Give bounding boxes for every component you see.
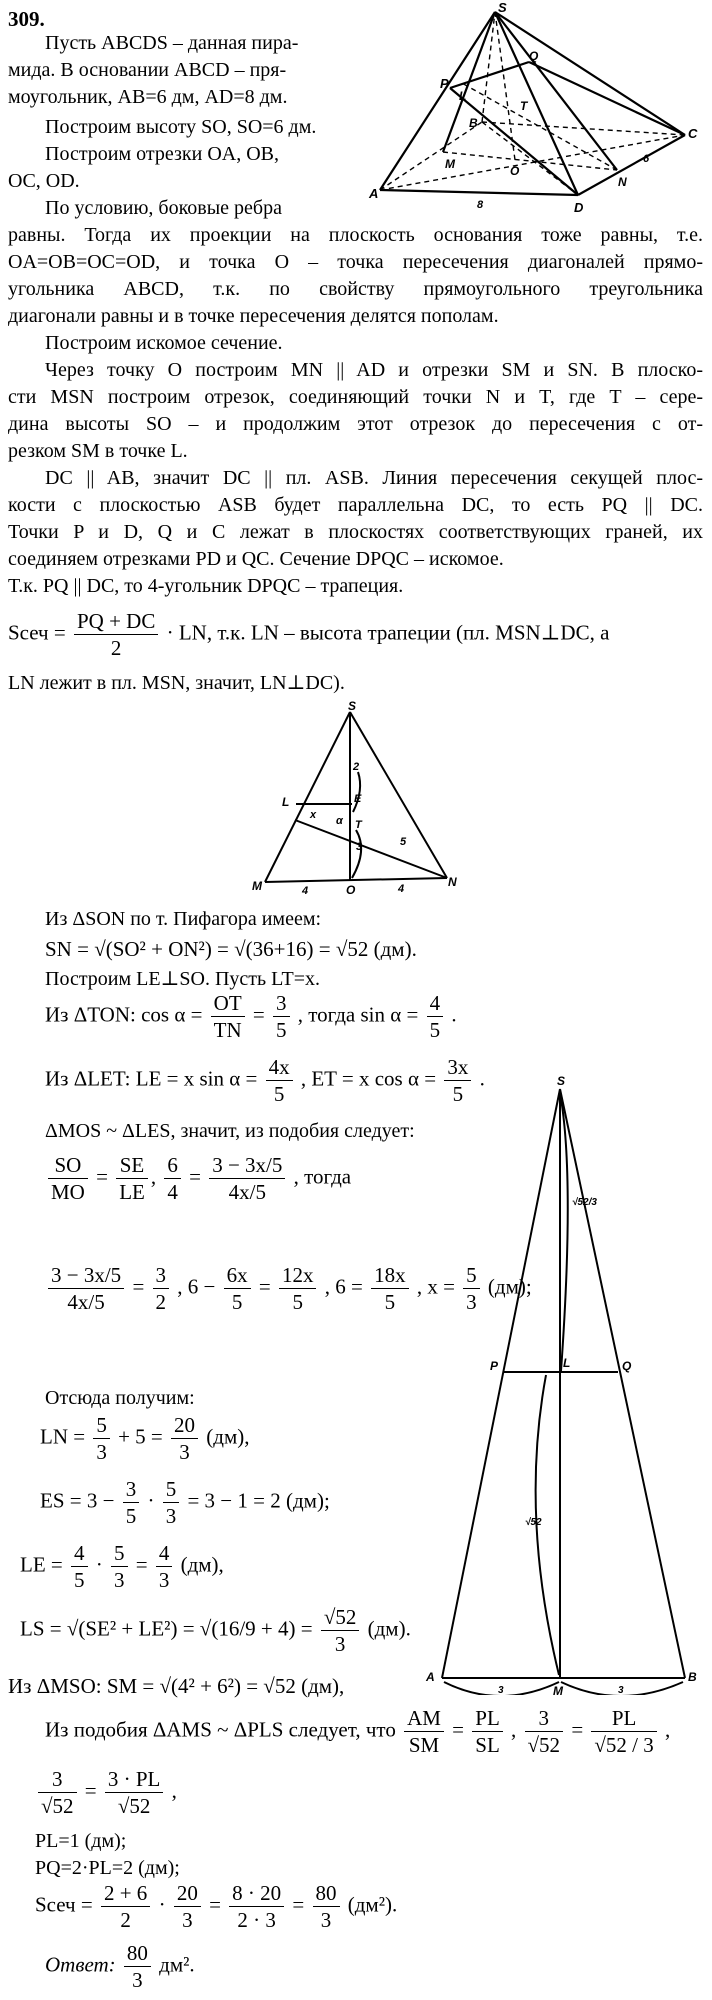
- intro-line-6: OC, OD.: [8, 170, 80, 192]
- body-line-4: диагонали равны и в точке пересечения делятся пополам.: [8, 305, 499, 327]
- sol-line-9: Отсюда получим:: [45, 1387, 195, 1409]
- sol7-frac2: [116, 1152, 148, 1205]
- body-line-12: Точки P и D, Q и C лежат в плоскостях соответствующих граней, их: [8, 521, 703, 543]
- sol19-num4: 80: [313, 1880, 340, 1907]
- sol12-num1: 4: [71, 1540, 88, 1567]
- answer-line: [45, 1940, 195, 1993]
- body-line-7: сти MSN построим отрезок, соединяющий точки N и T, где T – сере-: [8, 386, 703, 408]
- sol7-den2: LE: [119, 1180, 145, 1204]
- fig2-label-4-left: 4: [302, 885, 309, 897]
- fig3-label-Q: Q: [622, 1359, 632, 1373]
- sol12-num3: 4: [156, 1540, 173, 1567]
- sol15-den3: √52: [527, 1733, 561, 1757]
- sol4-num1: OT: [211, 990, 245, 1017]
- sol4-den1: TN: [213, 1018, 242, 1042]
- sol16-num1: 3: [38, 1766, 77, 1793]
- sol7-eq: =: [96, 1164, 108, 1189]
- sol16-tail: ,: [171, 1778, 177, 1803]
- fig1-label-L: L: [459, 89, 467, 103]
- fig2-label-T: T: [355, 819, 362, 831]
- fig1-label-N: N: [618, 175, 627, 189]
- sol15-den2: SL: [475, 1733, 500, 1757]
- body-line-2: OA=OB=OC=OD, и точка O – точка пересечения диагоналей прямо-: [8, 251, 703, 273]
- sol11-dot: ·: [147, 1488, 155, 1513]
- fig2-label-O: O: [346, 883, 356, 897]
- fig1-label-6: 6: [643, 153, 650, 165]
- sol19-frac3: [229, 1880, 284, 1933]
- answer-num: 80: [124, 1940, 151, 1967]
- fig3-label-L: L: [563, 1356, 571, 1370]
- sol-line-10: [40, 1412, 250, 1465]
- sol10-frac1: [93, 1412, 110, 1465]
- sol15-tail: ,: [665, 1717, 671, 1742]
- sol5-text-c: .: [479, 1066, 485, 1091]
- sol8-mid2: , 6 =: [324, 1274, 363, 1299]
- sol8-frac1: [48, 1262, 124, 1315]
- sol13-num: √52: [321, 1604, 360, 1631]
- sol4-eq: =: [252, 1002, 265, 1027]
- sol11-den1: 5: [125, 1504, 137, 1528]
- sol11-frac2: [163, 1476, 180, 1529]
- sol-line-3: Построим LE⊥SO. Пусть LT=x.: [45, 968, 321, 990]
- fig3-label-3-right: 3: [618, 1685, 624, 1695]
- sol19-den1: 2: [120, 1908, 131, 1932]
- answer-den: 3: [132, 1968, 143, 1992]
- fig3-label-B: B: [688, 1670, 697, 1684]
- fig3-label-S: S: [557, 1074, 566, 1088]
- sol10-den1: 3: [96, 1440, 107, 1464]
- body-line-6: Через точку O построим MN || AD и отрезки SM и SN. В плоско-: [45, 359, 703, 381]
- fig2-label-L: L: [282, 795, 290, 809]
- sol15-frac2: [472, 1705, 503, 1758]
- sol8-eq2: =: [258, 1274, 271, 1299]
- sol16-den1: √52: [41, 1794, 74, 1818]
- sol10-frac2: [171, 1412, 198, 1465]
- fig2-label-E: E: [354, 793, 362, 805]
- body-line-8: дина высоты SO – и продолжим этот отрезок до пересечения с от-: [8, 413, 703, 435]
- formula-num: PQ + DC: [74, 608, 158, 635]
- sol10-mid: + 5 =: [118, 1424, 163, 1449]
- sol12-frac3: [156, 1540, 173, 1593]
- fig3-label-sqrt52-3: √52/3: [572, 1197, 597, 1208]
- sol-line-11: [40, 1476, 330, 1529]
- sol15-num3: 3: [525, 1705, 564, 1732]
- sol19-frac2: [174, 1880, 201, 1933]
- sol7-num1: SO: [48, 1152, 88, 1179]
- sol19-den4: 3: [320, 1908, 332, 1932]
- sol15-num2: PL: [472, 1705, 503, 1732]
- sol4-den2: 5: [276, 1018, 287, 1042]
- fig1-label-M: M: [445, 157, 455, 171]
- sol11-num1: 3: [123, 1476, 140, 1503]
- sol12-text-a: LE =: [20, 1552, 63, 1577]
- sol4-den3: 5: [429, 1018, 441, 1042]
- fig2-label-N: N: [448, 875, 457, 889]
- sol13-text-a: LS = √(SE² + LE²) = √(16/9 + 4) =: [20, 1616, 313, 1641]
- sol-line-15: [45, 1705, 670, 1758]
- body-line-1: равны. Тогда их проекции на плоскость основания тоже равны, т.е.: [8, 224, 703, 246]
- sol7-frac1: [48, 1152, 88, 1205]
- fig3-label-M: M: [553, 1684, 563, 1695]
- formula-next-line: LN лежит в пл. MSN, значит, LN⊥DC).: [8, 672, 345, 694]
- sol7-tail: , тогда: [293, 1164, 352, 1189]
- formula-fraction: [74, 608, 158, 661]
- sol19-text-a: Sсеч =: [35, 1892, 93, 1917]
- sol8-frac5: [371, 1262, 409, 1315]
- sol8-frac4: [279, 1262, 317, 1315]
- triangle-asb-figure: [420, 1055, 710, 1695]
- sol7-num2: SE: [116, 1152, 148, 1179]
- fig2-label-S: S: [348, 700, 357, 713]
- fig1-label-A: A: [369, 186, 379, 201]
- sol7-eq2: =: [189, 1164, 201, 1189]
- fig2-label-M: M: [252, 879, 262, 893]
- sol-line-12: [20, 1540, 224, 1593]
- sol4-text-a: Из ΔTON: cos α =: [45, 1002, 203, 1027]
- sol19-num3: 8 · 20: [229, 1880, 284, 1907]
- sol19-den2: 3: [182, 1908, 193, 1932]
- sol8-den5: 3: [466, 1290, 477, 1314]
- body-line-3: угольника ABCD, т.к. по свойству прямоугольного треугольника: [8, 278, 703, 300]
- sol15-num1: AM: [404, 1705, 444, 1732]
- sol-line-14: Из ΔMSO: SM = √(4² + 6²) = √52 (дм),: [8, 1674, 345, 1698]
- sol19-den3: 2 · 3: [237, 1908, 276, 1932]
- sol7-num3: 6: [164, 1152, 181, 1179]
- sol-line-2: SN = √(SO² + ON²) = √(36+16) = √52 (дм).: [45, 937, 417, 961]
- sol8-num4: 18x: [371, 1262, 409, 1289]
- sol7-big-num: 3 − 3x/5: [209, 1152, 285, 1179]
- fig1-label-O: O: [510, 164, 520, 178]
- sol15-text-a: Из подобия ΔAMS ~ ΔPLS следует, что: [45, 1717, 396, 1742]
- fig1-label-D: D: [574, 200, 584, 215]
- body-line-13: соединяем отрезками PD и QC. Сечение DPQC – искомое.: [8, 548, 504, 570]
- sol4-num3: 4: [427, 990, 444, 1017]
- intro-line-5: Построим отрезки OA, OB,: [45, 143, 279, 165]
- intro-line-1: Пусть ABCDS – данная пира-: [45, 32, 299, 54]
- body-line-10: DC || AB, значит DC || пл. ASB. Линия пересечения секущей плос-: [45, 467, 703, 489]
- sol10-tail: (дм),: [206, 1424, 250, 1449]
- sol7-big-den: 4x/5: [228, 1180, 266, 1204]
- sol15-eq2: =: [571, 1717, 584, 1742]
- answer-unit: дм².: [159, 1952, 195, 1977]
- sol8-num1: 3: [153, 1262, 170, 1289]
- fig3-label-sqrt52: √52: [525, 1517, 542, 1528]
- sol19-num2: 20: [174, 1880, 201, 1907]
- body-line-11: кости с плоскостью ASB будет параллельна DC, то есть PQ || DC.: [8, 494, 703, 516]
- intro-line-4: Построим высоту SO, SO=6 дм.: [45, 116, 317, 138]
- fig2-label-2: 2: [353, 761, 360, 773]
- fig2-label-alpha: α: [336, 815, 343, 827]
- sol11-frac1: [123, 1476, 140, 1529]
- fig1-label-B: B: [469, 116, 478, 130]
- sol-line-19: [35, 1880, 397, 1933]
- pyramid-figure: [365, 0, 705, 215]
- sol19-eq1: =: [209, 1892, 221, 1917]
- sol-line-18: PQ=2·PL=2 (дм);: [35, 1857, 180, 1879]
- sol5-num2: 3x: [444, 1054, 471, 1081]
- sol7-frac3: [164, 1152, 181, 1205]
- sol19-tail: (дм²).: [347, 1892, 398, 1917]
- fig2-label-3: 3: [356, 841, 363, 853]
- fig1-label-Q: Q: [529, 49, 539, 63]
- sol15-num4: PL: [591, 1705, 656, 1732]
- sol5-text-a: Из ΔLET: LE = x sin α =: [45, 1066, 258, 1091]
- sol16-frac1: [38, 1766, 77, 1819]
- sol19-eq2: =: [292, 1892, 305, 1917]
- formula-den: 2: [110, 636, 122, 660]
- sol12-dot: ·: [95, 1552, 103, 1577]
- sol7-den1: MO: [51, 1180, 85, 1204]
- body-line-5: Построим искомое сечение.: [45, 332, 283, 354]
- sol15-comma: ,: [511, 1717, 517, 1742]
- body-line-9: резком SM в точке L.: [8, 440, 188, 462]
- sol12-den1: 5: [74, 1568, 85, 1592]
- sol4-frac1: [211, 990, 245, 1043]
- sol11-tail: = 3 − 1 = 2 (дм);: [187, 1488, 330, 1513]
- sol10-den2: 3: [179, 1440, 190, 1464]
- sol8-den4: 5: [384, 1290, 396, 1314]
- sol4-num2: 3: [273, 990, 290, 1017]
- sol16-den2: √52: [117, 1794, 151, 1818]
- sol8-big-num: 3 − 3x/5: [48, 1262, 124, 1289]
- formula-tail: · LN, т.к. LN – высота трапеции (пл. MSN⊥DC, а: [166, 620, 610, 645]
- sol8-mid3: , x =: [416, 1274, 455, 1299]
- intro-line-2: мида. В основании ABCD – пря-: [8, 59, 287, 81]
- sol8-tail: (дм);: [487, 1274, 532, 1299]
- fig1-label-8: 8: [477, 199, 484, 211]
- triangle-msn-figure: [240, 700, 490, 900]
- sol5-den1: 5: [273, 1082, 285, 1106]
- sol13-tail: (дм).: [367, 1616, 411, 1641]
- fig3-label-A: A: [426, 1670, 435, 1684]
- sol-line-13: [20, 1604, 411, 1657]
- problem-number: 309.: [8, 7, 45, 31]
- sol16-frac2: [105, 1766, 164, 1819]
- sol16-num2: 3 · PL: [105, 1766, 164, 1793]
- sol8-den3: 5: [292, 1290, 303, 1314]
- fig2-label-4-right: 4: [398, 883, 405, 895]
- sol5-num1: 4x: [266, 1054, 293, 1081]
- fig2-label-5: 5: [400, 836, 407, 848]
- body-line-14: Т.к. PQ || DC, то 4-угольник DPQC – трапеция.: [8, 575, 404, 597]
- answer-frac: [124, 1940, 151, 1993]
- sol8-num3: 12x: [279, 1262, 317, 1289]
- sol8-frac3: [224, 1262, 251, 1315]
- sol8-frac2: [153, 1262, 170, 1315]
- fig1-label-T: T: [520, 99, 528, 113]
- sol8-num2: 6x: [224, 1262, 251, 1289]
- sol16-eq: =: [84, 1778, 97, 1803]
- answer-label: Ответ:: [45, 1952, 116, 1977]
- sol5-den2: 5: [452, 1082, 464, 1106]
- sol12-eq: =: [135, 1552, 148, 1577]
- sol8-big-den: 4x/5: [67, 1290, 105, 1314]
- sol-line-16: [35, 1766, 177, 1819]
- fig3-label-3-left: 3: [498, 1685, 504, 1695]
- sol10-text-a: LN =: [40, 1424, 86, 1449]
- sol4-frac3: [427, 990, 444, 1043]
- sol11-den2: 3: [165, 1504, 177, 1528]
- sol19-frac1: [101, 1880, 150, 1933]
- sol13-frac1: [321, 1604, 360, 1657]
- section-area-formula: [8, 608, 609, 661]
- sol19-num1: 2 + 6: [101, 1880, 150, 1907]
- sol13-den: 3: [334, 1632, 346, 1656]
- sol-line-1: Из ΔSON по т. Пифагора имеем:: [45, 908, 322, 930]
- fig1-label-C: C: [688, 126, 698, 141]
- intro-line-3: моугольник, AB=6 дм, AD=8 дм.: [8, 86, 288, 108]
- sol12-den2: 3: [114, 1568, 125, 1592]
- sol4-frac2: [273, 990, 290, 1043]
- sol8-den1: 2: [155, 1290, 167, 1314]
- sol11-text-a: ES = 3 −: [40, 1488, 115, 1513]
- sol8-den2: 5: [231, 1290, 243, 1314]
- sol15-frac1: [404, 1705, 444, 1758]
- sol15-frac4: [591, 1705, 656, 1758]
- sol19-frac4: [313, 1880, 340, 1933]
- sol5-frac1: [266, 1054, 293, 1107]
- sol4-text-b: , тогда sin α =: [297, 1002, 419, 1027]
- sol15-frac3: [525, 1705, 564, 1758]
- sol-line-4: [45, 990, 457, 1043]
- fig3-label-P: P: [490, 1359, 499, 1373]
- intro-line-7: По условию, боковые ребра: [45, 197, 282, 219]
- sol12-num2: 5: [111, 1540, 128, 1567]
- fig2-label-x: x: [310, 809, 317, 821]
- fig1-label-P: P: [440, 76, 449, 91]
- sol8-num5: 5: [463, 1262, 480, 1289]
- sol12-frac1: [71, 1540, 88, 1593]
- sol10-num1: 5: [93, 1412, 110, 1439]
- sol7-den3: 4: [167, 1180, 178, 1204]
- sol8-mid1: , 6 −: [177, 1274, 216, 1299]
- sol5-text-b: , ET = x cos α =: [300, 1066, 437, 1091]
- sol-line-17: PL=1 (дм);: [35, 1830, 127, 1852]
- sol10-num2: 20: [171, 1412, 198, 1439]
- fig1-label-S: S: [498, 0, 507, 15]
- formula-lhs: Sсеч =: [8, 620, 66, 645]
- sol-line-6: ΔMOS ~ ΔLES, значит, из подобия следует:: [45, 1120, 415, 1142]
- sol12-frac2: [111, 1540, 128, 1593]
- sol19-dot: ·: [158, 1892, 166, 1917]
- sol7-frac4: [209, 1152, 285, 1205]
- sol15-den4: √52 / 3: [594, 1733, 654, 1757]
- sol12-den3: 3: [158, 1568, 170, 1592]
- sol-line-5: [45, 1054, 485, 1107]
- sol11-num2: 5: [163, 1476, 180, 1503]
- sol15-den1: SM: [408, 1733, 440, 1757]
- sol4-text-c: .: [451, 1002, 457, 1027]
- sol8-eq1: =: [132, 1274, 145, 1299]
- sol-line-7: $\frac{SO}{MO}$ = $\frac{SE}{LE}$ , $\frac{6}{4}$ = $\frac{3 - 3x/5}{4x/5}$ , тогда: [45, 1152, 351, 1205]
- sol12-tail: (дм),: [180, 1552, 224, 1577]
- sol15-eq1: =: [452, 1717, 465, 1742]
